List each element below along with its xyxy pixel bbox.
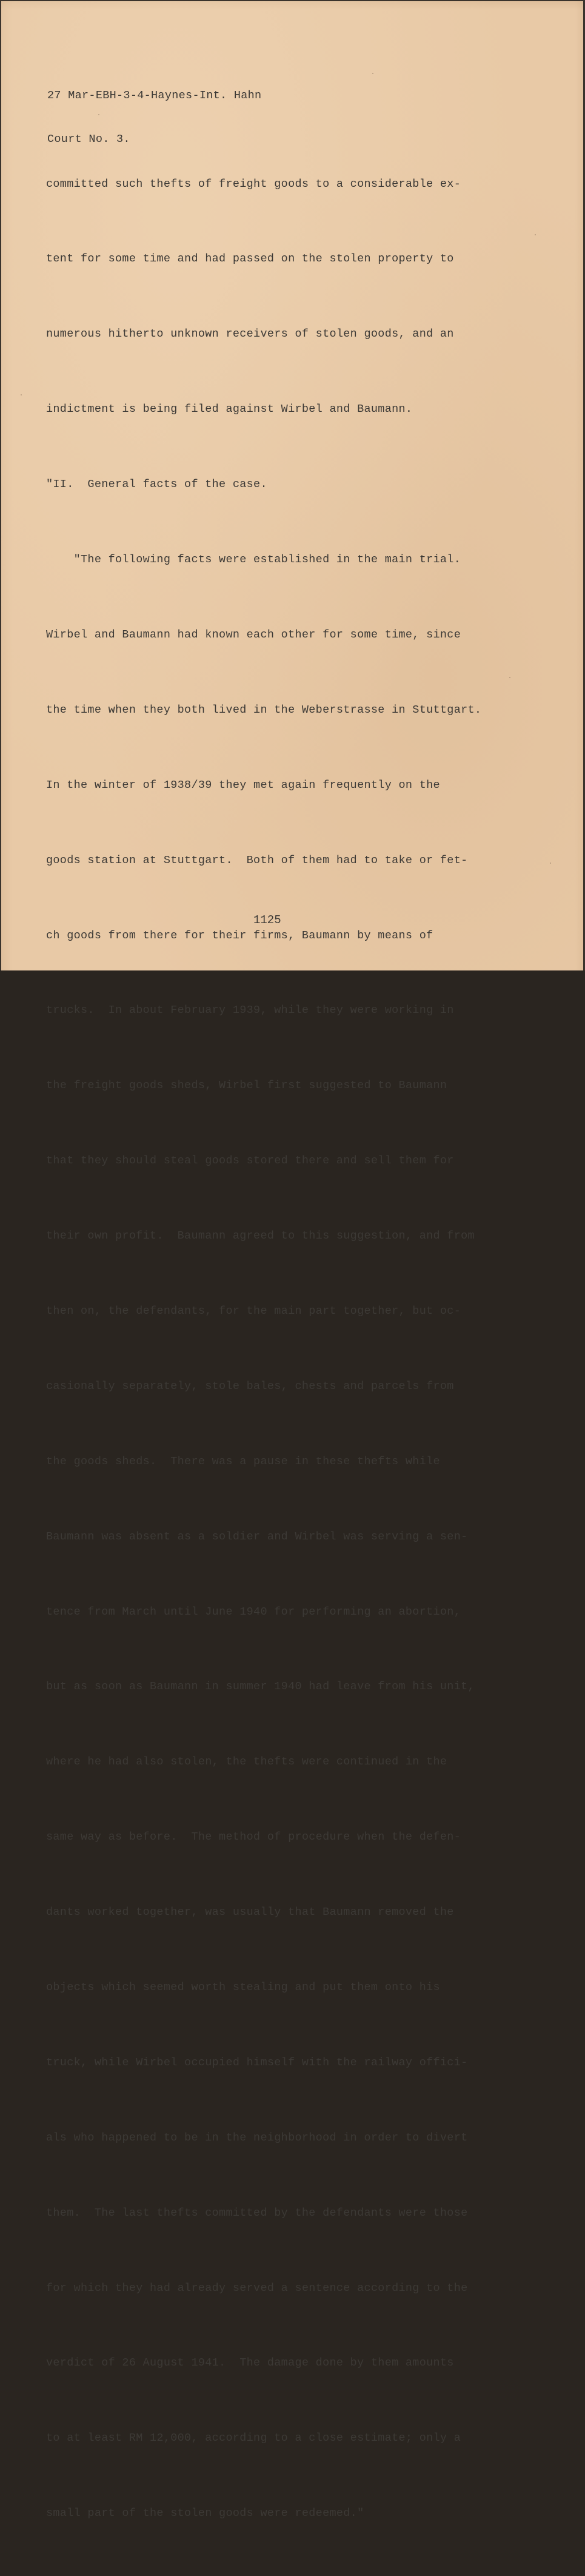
body-line: the time when they both lived in the Weberstrasse in Stuttgart. (46, 703, 482, 716)
body-line: objects which seemed worth stealing and put them onto his (46, 1980, 440, 1994)
paper-speck (509, 677, 510, 678)
body-line: Baumann was absent as a soldier and Wirbel was serving a sen- (46, 1530, 468, 1543)
header-court-line: Court No. 3. (47, 133, 130, 146)
body-line: verdict of 26 August 1941. The damage done by them amounts (46, 2356, 454, 2370)
body-line: indictment is being filed against Wirbel and Baumann. (46, 403, 413, 416)
body-line: tent for some time and had passed on the stolen property to (46, 252, 454, 266)
body-line: same way as before. The method of procedure when the defen- (46, 1831, 461, 1844)
body-line: where he had also stolen, the thefts were continued in the (46, 1755, 447, 1769)
body-line: ch goods from there for their firms, Baumann by means of (46, 929, 433, 942)
body-line: them. The last thefts committed by the defendants were those (46, 2206, 468, 2219)
page-number: 1125 (253, 913, 281, 927)
body-line: the goods sheds. There was a pause in these thefts while (46, 1454, 440, 1468)
body-line: als who happened to be in the neighborhood in order to divert (46, 2131, 468, 2144)
paper-speck (21, 394, 22, 395)
paper-speck (98, 114, 99, 115)
body-line: goods station at Stuttgart. Both of them had to take or fet- (46, 853, 468, 867)
paper-speck (372, 73, 373, 74)
body-line: for which they had already served a sentence according to the (46, 2281, 468, 2295)
body-line: but as soon as Baumann in summer 1940 had leave from his unit, (46, 1680, 475, 1693)
body-line: small part of the stolen goods were redeemed." (46, 2507, 364, 2520)
paper-speck (550, 863, 551, 864)
body-line: truck, while Wirbel occupied himself with the railway offici- (46, 2056, 468, 2069)
paper-speck (535, 234, 536, 235)
body-line: Wirbel and Baumann had known each other for some time, since (46, 628, 461, 641)
section-heading: "II. General facts of the case. (46, 478, 267, 491)
body-line: committed such thefts of freight goods to a considerable ex- (46, 177, 461, 190)
document-body (46, 121, 481, 2576)
body-line: "The following facts were established in the main trial. (46, 553, 461, 567)
body-line: trucks. In about February 1939, while they were working in (46, 1004, 454, 1017)
body-line: that they should steal goods stored there and sell them for (46, 1154, 454, 1168)
body-line: tence from March until June 1940 for performing an abortion, (46, 1605, 461, 1618)
body-line: their own profit. Baumann agreed to this suggestion, and from (46, 1229, 475, 1243)
body-line: In the winter of 1938/39 they met again frequently on the (46, 778, 440, 792)
body-line: then on, the defendants, for the main part together, but oc- (46, 1304, 461, 1317)
header-reference-line: 27 Mar-EBH-3-4-Haynes-Int. Hahn (47, 89, 262, 102)
body-line: the freight goods sheds, Wirbel first suggested to Baumann (46, 1079, 447, 1092)
body-line: casionally separately, stole bales, chests and parcels from (46, 1379, 454, 1393)
body-line: to at least RM 12,000, according to a close estimate; only a (46, 2432, 461, 2445)
body-line: numerous hitherto unknown receivers of stolen goods, and an (46, 328, 454, 341)
body-line: dants worked together, was usually that Baumann removed the (46, 1906, 454, 1919)
